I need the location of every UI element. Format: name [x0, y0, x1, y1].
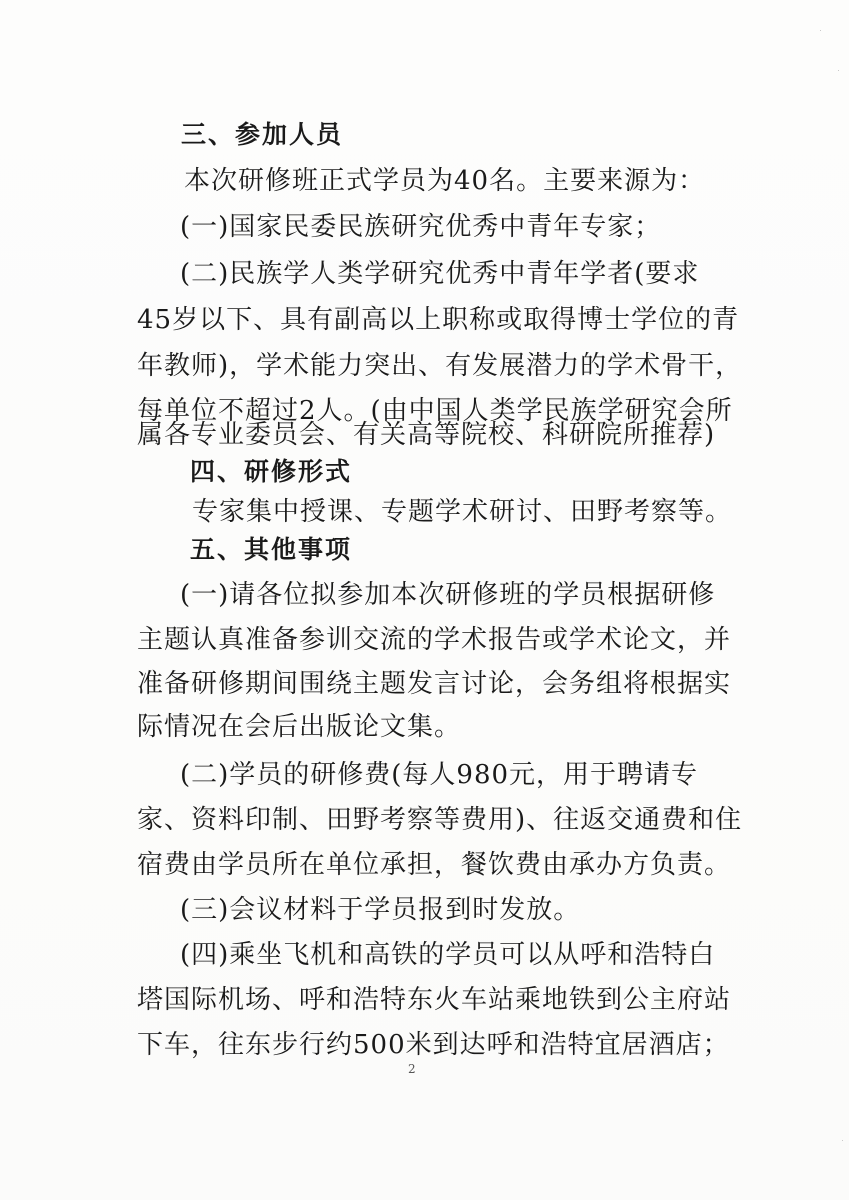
- paragraph-line: (二)学员的研修费(每人980元，用于聘请专: [180, 760, 699, 790]
- paragraph-line: 本次研修班正式学员为40名。主要来源为：: [184, 166, 706, 196]
- page-number: 2: [408, 1062, 416, 1076]
- section-heading-other-matters: 五、其他事项: [190, 535, 353, 564]
- paragraph-line: 塔国际机场、呼和浩特东火车站乘地铁到公主府站: [137, 985, 732, 1015]
- scan-speck: [820, 30, 821, 31]
- paragraph-line: (一)请各位拟参加本次研修班的学员根据研修: [180, 580, 716, 610]
- paragraph-line: 家、资料印制、田野考察等费用)、往返交通费和住: [137, 805, 743, 835]
- paragraph-line: 年教师)，学术能力突出、有发展潜力的学术骨干，: [137, 351, 743, 381]
- paragraph-line: 准备研修期间围绕主题发言讨论，会务组将根据实: [137, 669, 732, 699]
- paragraph-line: 宿费由学员所在单位承担，餐饮费由承办方负责。: [137, 850, 732, 880]
- scan-speck: [842, 1140, 843, 1141]
- paragraph-line: 主题认真准备参训交流的学术报告或学术论文，并: [137, 625, 732, 655]
- paragraph-line: 专家集中授课、专题学术研讨、田野考察等。: [192, 497, 733, 527]
- paragraph-line: 下车，往东步行约500米到达呼和浩特宜居酒店；: [137, 1030, 730, 1060]
- paragraph-line: 际情况在会后出版论文集。: [137, 712, 462, 742]
- paragraph-line: (三)会议材料于学员报到时发放。: [180, 895, 581, 925]
- paragraph-line: (一)国家民委民族研究优秀中青年专家；: [180, 212, 662, 242]
- paragraph-line: (二)民族学人类学研究优秀中青年学者(要求: [180, 259, 700, 289]
- paragraph-line: (四)乘坐飞机和高铁的学员可以从呼和浩特白: [180, 940, 716, 970]
- section-heading-training-format: 四、研修形式: [190, 457, 353, 486]
- paragraph-line: 45岁以下、具有副高以上职称或取得博士学位的青: [137, 305, 740, 335]
- section-heading-participants: 三、参加人员: [181, 120, 344, 149]
- paragraph-line: 每单位不超过2人。(由中国人类学民族学研究会所: [137, 396, 733, 426]
- paragraph-line: 属各专业委员会、有关高等院校、科研院所推荐): [137, 420, 716, 450]
- scan-speck: [838, 70, 839, 71]
